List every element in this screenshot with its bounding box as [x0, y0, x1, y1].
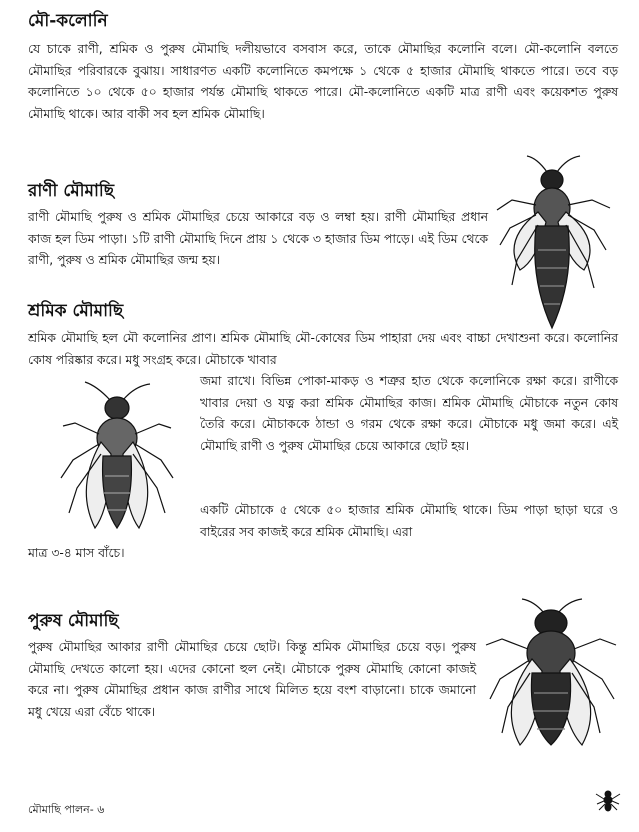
paragraph-worker-mid: জমা রাখে। বিভিন্ন পোকা-মাকড় ও শত্রুর হাত থেকে কলোনিকে রক্ষা করে। রাণীকে খাবার দেয়া ও যত্ন করা শ্রমিক মৌমাছির কাজ। শ্রমিক মৌমাছি মৌচাকে নতুন কোষ তৈরি করে। মৌচাককে ঠান্ডা ও গরম থেকে রক্ষা করে। মৌচাকে মধু জমা করে। এই মৌমাছি রাণী ও পুরুষ মৌমাছির চেয়ে আকারে ছোট হয়। [200, 374, 618, 453]
paragraph-queen: রাণী মৌমাছি পুরুষ ও শ্রমিক মৌমাছির চেয়ে আকারে বড় ও লম্বা হয়। রাণী মৌমাছির প্রধান কাজ হল ডিম পাড়া। ১টি রাণী মৌমাছি দিনে প্রায় ১ থেকে ৩ হাজার ডিম পাড়ে। এই ডিম থেকে রাণী, পুরুষ ও শ্রমিক মৌমাছির জন্ম হয়। [28, 210, 488, 267]
paragraph-worker-end: মাত্র ৩-৪ মাস বাঁচে। [28, 546, 125, 560]
worker-bee-illustration [55, 378, 180, 538]
heading-worker: শ্রমিক মৌমাছি [28, 301, 124, 321]
small-bee-icon [594, 788, 622, 812]
queen-bee-illustration [492, 150, 617, 335]
paragraph-worker-top: শ্রমিক মৌমাছি হল মৌ কলোনির প্রাণ। শ্রমিক মৌমাছি মৌ-কোষের ডিম পাহারা দেয় এবং বাচ্চা দেখাশুনা করে। কলোনির কোষ পরিষ্কার করে। মধু সংগ্রহ করে। মৌচাকে খাবার [28, 331, 618, 367]
paragraph-worker-mid2: একটি মৌচাকে ৫ থেকে ৫০ হাজার শ্রমিক মৌমাছি থাকে। ডিম পাড়া ছাড়া ঘরে ও বাইরের সব কাজই করে শ্রমিক মৌমাছি। এরা [200, 503, 618, 539]
footer-page-label: মৌমাছি পালন- ৬ [28, 803, 105, 816]
paragraph-colony: যে চাকে রাণী, শ্রমিক ও পুরুষ মৌমাছি দলীয়ভাবে বসবাস করে, তাকে মৌমাছির কলোনি বলে। মৌ-কলোনি বলতে মৌমাছির পরিবারকে বুঝায়। সাধারণত একটি কলোনিতে কমপক্ষে ১ থেকে ৫ হাজার মৌমাছি থাকতে পারে। তবে বড় কলোনিতে ১০ থেকে ৫০ হাজার পর্যন্ত মৌমাছি থাকতে পারে। মৌ-কলোনিতে একটি মাত্র রাণী এবং কয়েকশত পুরুষ মৌমাছি থাকে। আর বাকী সব হল শ্রমিক মৌমাছি। [28, 42, 618, 121]
heading-drone: পুরুষ মৌমাছি [28, 611, 119, 631]
heading-colony: মৌ-কলোনি [28, 11, 108, 31]
drone-bee-illustration [482, 595, 622, 755]
paragraph-drone: পুরুষ মৌমাছির আকার রাণী মৌমাছির চেয়ে ছোট। কিন্তু শ্রমিক মৌমাছির চেয়ে বড়। পুরুষ মৌমাছি দেখতে কালো হয়। এদের কোনো হুল নেই। মৌচাকে পুরুষ মৌমাছি কোনো কাজই করে না। পুরুষ মৌমাছির প্রধান কাজ রাণীর সাথে মিলিত হয়ে বংশ বাড়ানো। চাকে জমানো মধু খেয়ে এরা বেঁচে থাকে। [28, 640, 476, 719]
heading-queen: রাণী মৌমাছি [28, 181, 115, 201]
